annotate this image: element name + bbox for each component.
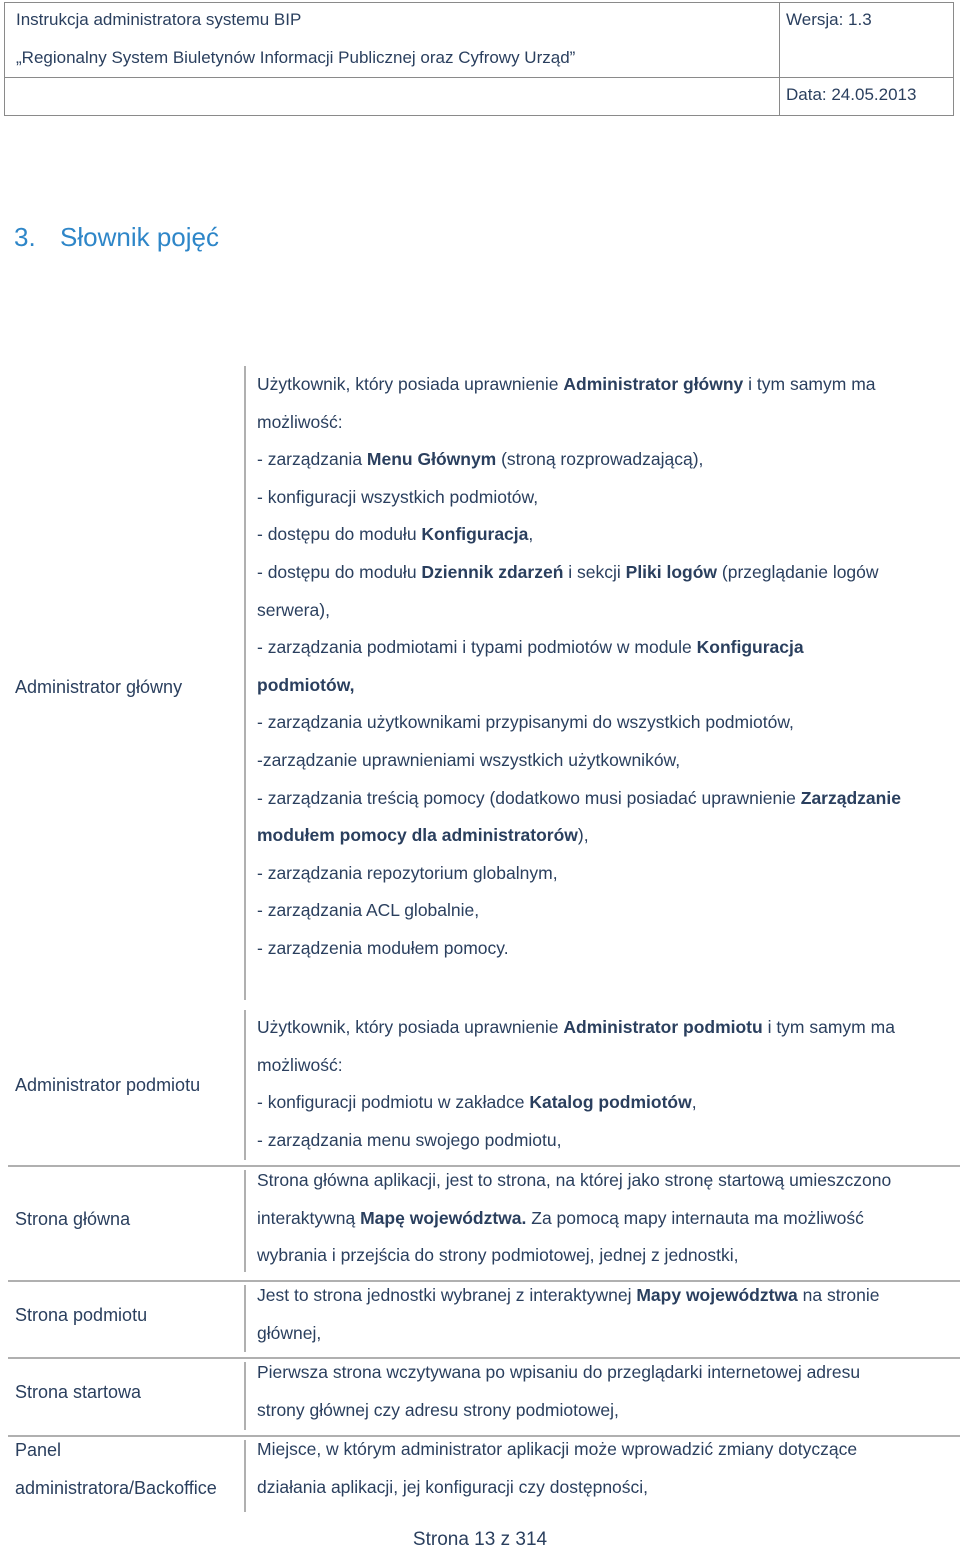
definition-text: - dostępu do modułu [257,561,422,582]
glossary-term [15,1431,217,1507]
glossary-term [15,1373,141,1411]
section-number: 3. [14,222,36,252]
definition-text: - zarządzania ACL globalnie, [257,900,480,921]
column-divider [244,1440,246,1512]
definition-line [257,629,901,667]
definition-text: (przeglądanie logów [717,561,879,582]
definition-line [257,930,901,968]
document-title: Instrukcja administratora systemu BIP [16,10,302,29]
row-divider [8,1280,960,1282]
column-divider [244,1010,246,1160]
document-header [4,2,954,116]
row-divider [8,1357,960,1359]
column-divider [244,1285,246,1352]
definition-text: - zarządzania podmiotami i typami podmiotów w module [257,637,697,658]
document-subtitle: „Regionalny System Biuletynów Informacji Publicznej oraz Cyfrowy Urząd” [16,48,576,67]
definition-text: - zarządzania użytkownikami przypisanymi do wszystkich podmiotów, [257,712,794,733]
glossary-definition [257,1431,857,1506]
definition-line [257,1237,891,1275]
emphasized-term: Konfiguracja [696,637,804,658]
definition-text: ), [577,825,589,846]
definition-text: i tym samym ma [743,374,876,394]
definition-line [257,366,901,404]
definition-text: na stronie [797,1285,880,1305]
definition-text: - zarządzania menu swojego podmiotu, [257,1129,562,1150]
emphasized-term: Dziennik zdarzeń [421,561,564,582]
definition-line [257,404,901,442]
glossary-definition [257,1277,879,1352]
row-divider [8,1165,960,1167]
column-divider [244,366,246,1000]
definition-line [257,1162,891,1200]
definition-line [257,1122,895,1160]
definition-text: (stroną rozprowadzającą), [496,449,704,470]
definition-text: - dostępu do modułu [257,524,422,545]
document-date: Data: 24.05.2013 [786,85,917,104]
column-divider [244,1170,246,1272]
definition-line [257,1354,860,1392]
emphasized-term: Zarządzanie [800,787,901,808]
glossary-definition [257,1162,891,1275]
glossary-term-line: Strona podmiotu [15,1305,148,1325]
glossary-term-line: administratora/Backoffice [15,1478,217,1498]
header-divider [5,77,953,78]
definition-text: i sekcji [563,561,626,582]
glossary-term [15,1200,130,1238]
definition-line [257,780,901,818]
emphasized-term: Mapy województwa [636,1285,798,1305]
glossary-term [15,668,182,706]
emphasized-term: Administrator główny [563,374,744,394]
definition-line [257,855,901,893]
header-divider [779,3,780,115]
definition-text: , [528,524,534,545]
emphasized-term: podmiotów, [257,674,355,695]
definition-line [257,516,901,554]
page-number: Strona 13 z 314 [412,1529,548,1550]
glossary-term [15,1066,200,1104]
definition-line [257,554,901,592]
definition-text: - zarządzania repozytorium globalnym, [257,862,558,883]
glossary-term-line: Administrator podmiotu [15,1075,201,1095]
emphasized-term: Administrator podmiotu [563,1017,763,1037]
glossary-term-line: Panel [15,1440,62,1460]
definition-line [257,1009,895,1047]
definition-text: Miejsce, w którym administrator aplikacji może wprowadzić zmiany dotyczące [257,1439,858,1459]
definition-line [257,1047,895,1085]
definition-line [257,817,901,855]
emphasized-term: modułem pomocy dla administratorów [257,825,578,846]
definition-line [257,742,901,780]
definition-text: Strona główna aplikacji, jest to strona, na której jako stronę startową umieszczono [257,1170,892,1190]
definition-text: i tym samym ma [762,1017,895,1037]
section-heading [14,222,219,253]
definition-line [257,667,901,705]
definition-line [257,892,901,930]
emphasized-term: Menu Głównym [366,449,497,470]
glossary-definition [257,1009,895,1159]
definition-line [257,704,901,742]
definition-text: - zarządzania treścią pomocy (dodatkowo musi posiadać uprawnienie [257,787,801,808]
glossary-definition [257,1354,860,1429]
definition-text: głównej, [257,1322,322,1343]
definition-text: - zarządzania [257,449,367,470]
glossary-definition [257,366,901,968]
glossary-term-line: Strona główna [15,1209,131,1229]
definition-line [257,441,901,479]
definition-text: wybrania i przejścia do strony podmiotowej, jednej z jednostki, [257,1245,739,1266]
definition-text: Za pomocą mapy internauta ma możliwość [526,1207,864,1228]
document-version: Wersja: 1.3 [786,10,872,29]
definition-text: Użytkownik, który posiada uprawnienie [257,374,564,394]
definition-text: interaktywną [257,1207,361,1228]
definition-text: możliwość: [257,1054,343,1075]
definition-line [257,1392,860,1430]
definition-text: strony głównej czy adresu strony podmiotowej, [257,1399,619,1420]
definition-line [257,1084,895,1122]
emphasized-term: Mapę województwa. [360,1207,527,1228]
glossary-term-line: Administrator główny [15,677,183,697]
glossary-term [15,1296,147,1334]
definition-text: serwera), [257,599,330,620]
definition-line [257,479,901,517]
definition-text: -zarządzanie uprawnieniami wszystkich użytkowników, [257,749,681,770]
row-divider [8,1435,960,1437]
definition-text: działania aplikacji, jej konfiguracji czy dostępności, [257,1476,649,1497]
definition-line [257,1277,879,1315]
emphasized-term: Konfiguracja [421,524,529,545]
definition-line [257,1315,879,1353]
definition-text: Pierwsza strona wczytywana po wpisaniu do przeglądarki internetowej adresu [257,1362,861,1382]
definition-text: - konfiguracji podmiotu w zakładce [257,1092,530,1113]
definition-text: - zarządzenia modułem pomocy. [257,937,509,958]
definition-line [257,592,901,630]
glossary-term-line: Strona startowa [15,1382,142,1402]
definition-text: Użytkownik, który posiada uprawnienie [257,1017,564,1037]
emphasized-term: Pliki logów [625,561,718,582]
section-title: Słownik pojęć [60,222,219,252]
definition-text: - konfiguracji wszystkich podmiotów, [257,486,539,507]
definition-text: , [691,1092,697,1113]
definition-line [257,1200,891,1238]
emphasized-term: Katalog podmiotów [529,1092,692,1113]
definition-line [257,1469,857,1507]
definition-text: Jest to strona jednostki wybranej z interaktywnej [257,1285,637,1305]
column-divider [244,1362,246,1430]
definition-text: możliwość: [257,411,343,432]
